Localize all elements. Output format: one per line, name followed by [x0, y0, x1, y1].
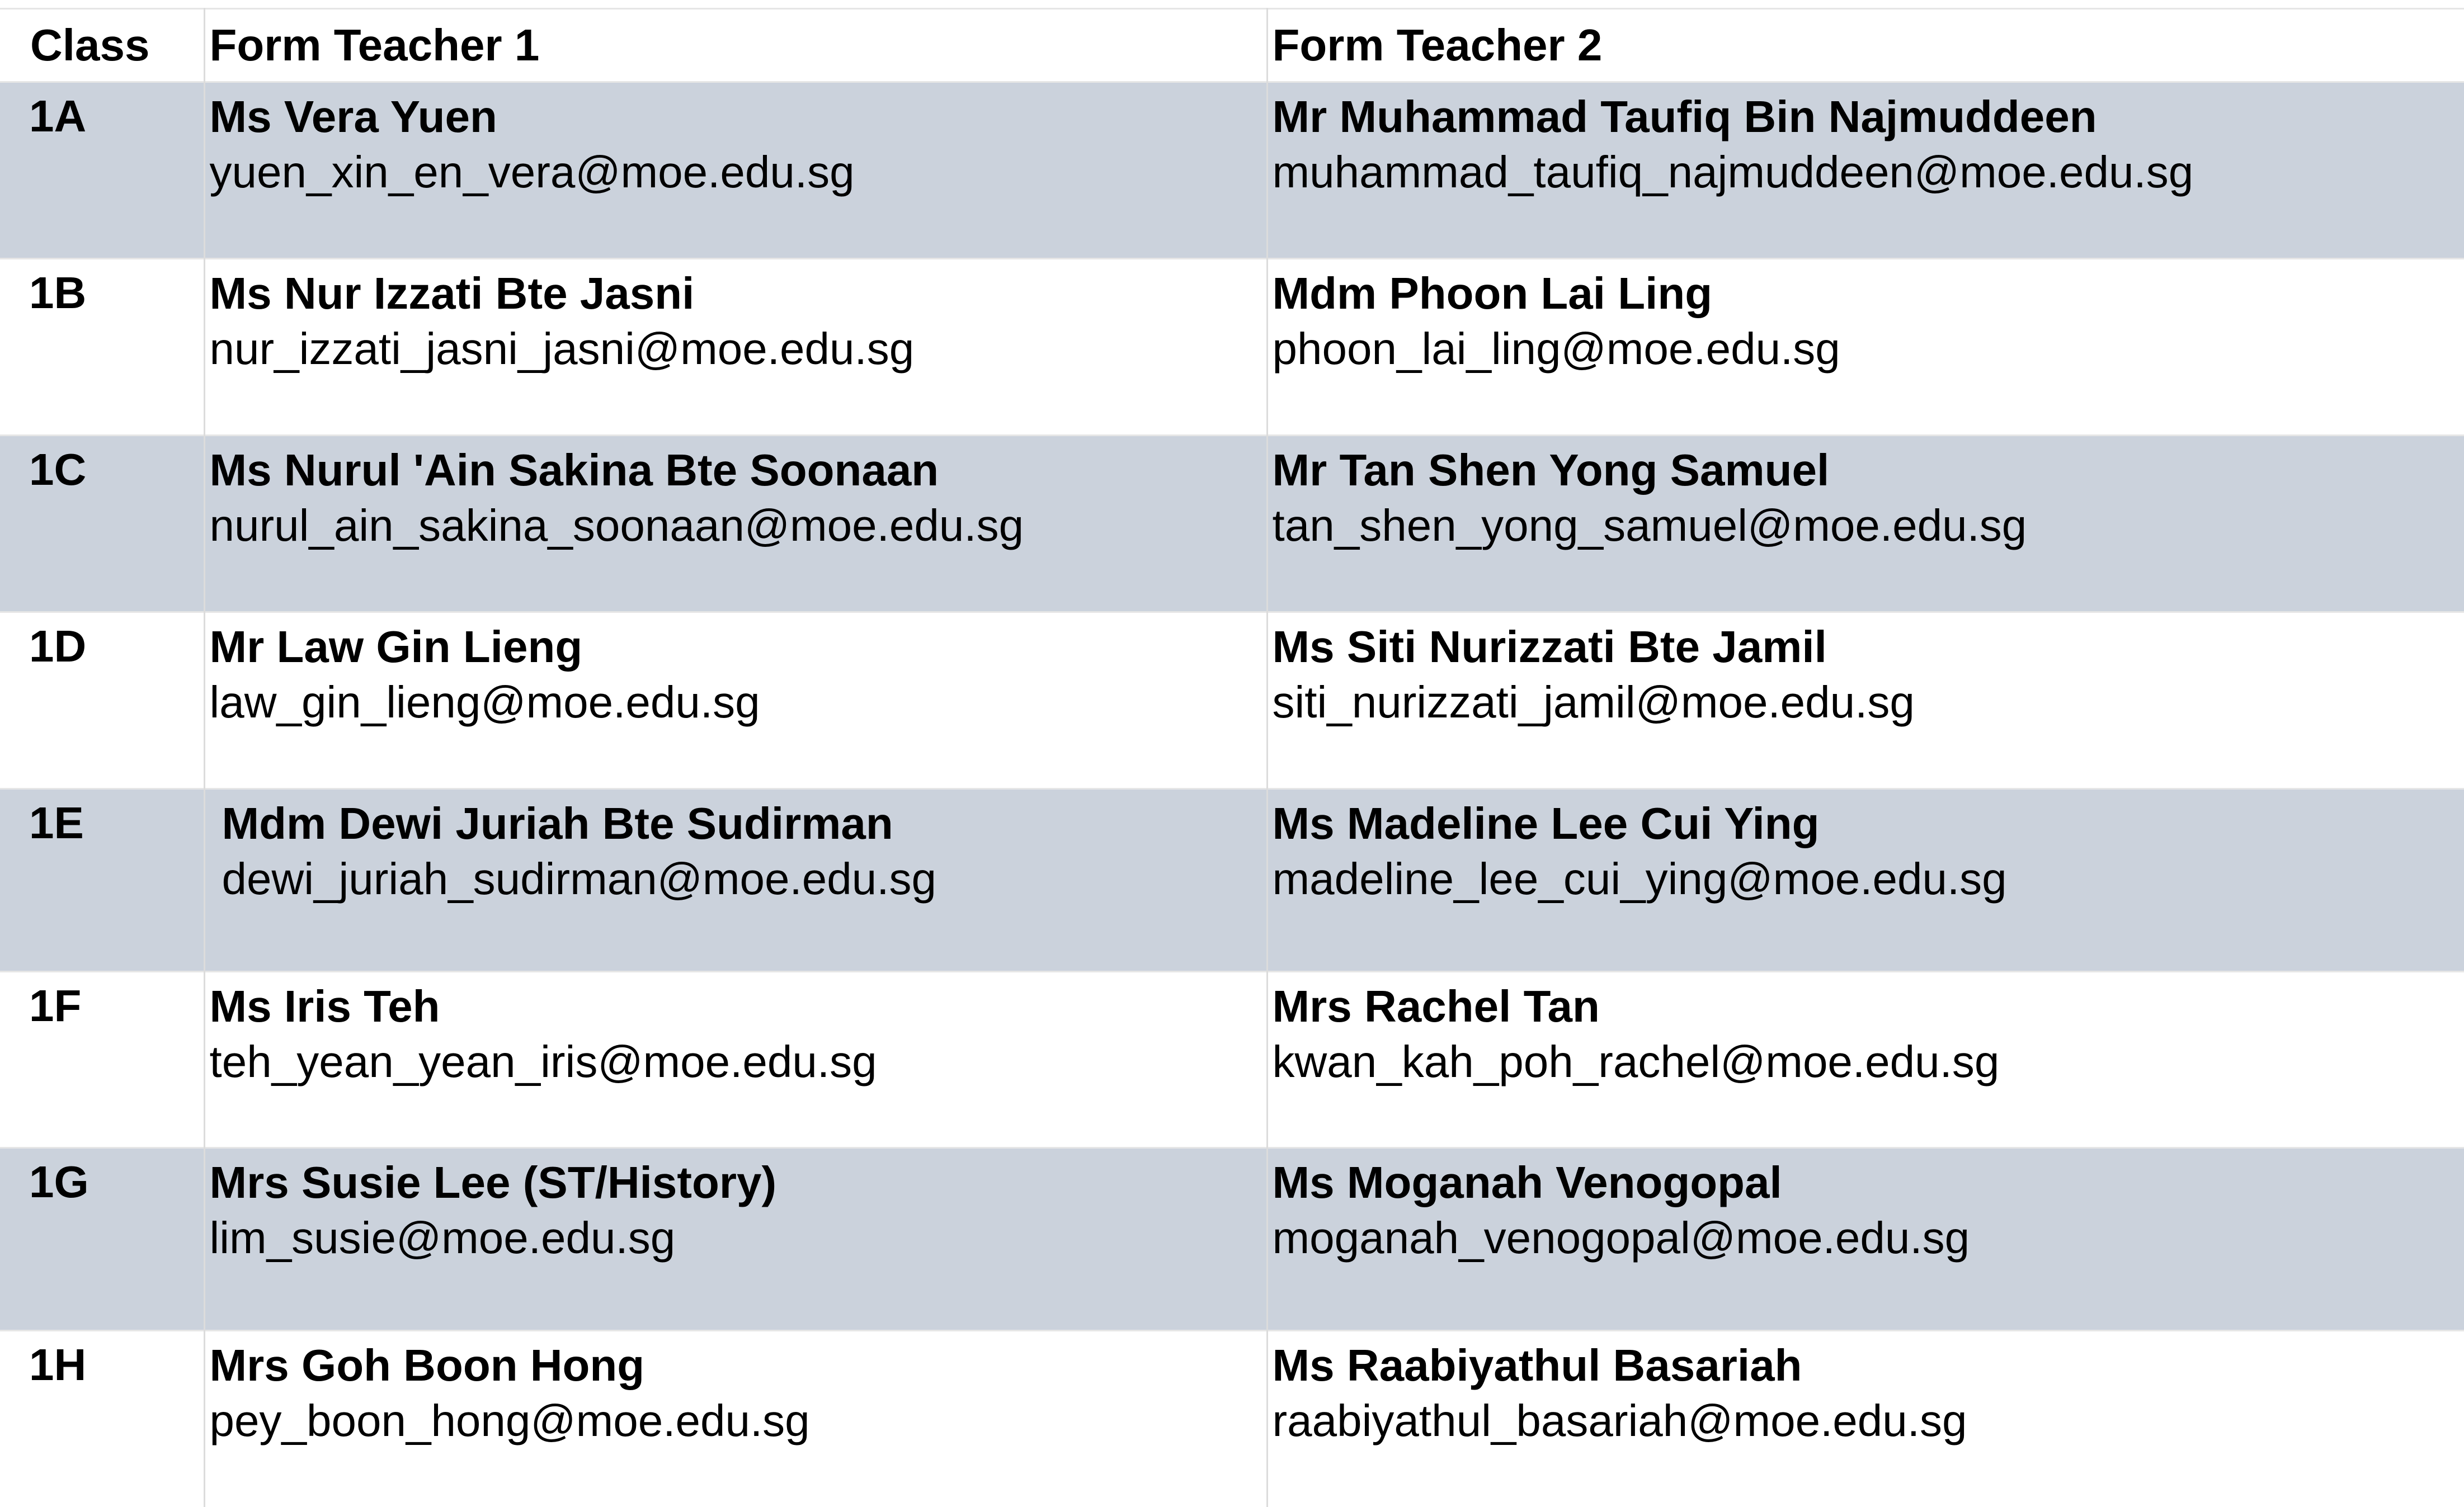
teacher-email: nur_izzati_jasni_jasni@moe.edu.sg — [210, 320, 1266, 378]
teacher-email: muhammad_taufiq_najmuddeen@moe.edu.sg — [1273, 143, 2464, 201]
header-form-teacher-2: Form Teacher 2 — [1267, 9, 2464, 82]
teacher-email: raabiyathul_basariah@moe.edu.sg — [1273, 1392, 2464, 1450]
table-row — [0, 82, 2464, 259]
form-teachers-table — [0, 8, 2464, 1507]
teacher-name: Mr Muhammad Taufiq Bin Najmuddeen — [1273, 91, 2464, 143]
teacher-2-cell — [1267, 972, 2464, 1148]
header-class: Class — [0, 9, 204, 82]
teacher-name: Mr Tan Shen Yong Samuel — [1273, 444, 2464, 497]
teacher-2-cell — [1267, 82, 2464, 259]
teacher-email: pey_boon_hong@moe.edu.sg — [210, 1392, 1266, 1450]
table-row — [0, 612, 2464, 789]
class-cell: 1E — [0, 789, 204, 972]
class-cell: 1F — [0, 972, 204, 1148]
teacher-name: Mdm Phoon Lai Ling — [1273, 267, 2464, 320]
teacher-name: Ms Vera Yuen — [210, 91, 1266, 143]
class-cell: 1H — [0, 1331, 204, 1507]
class-cell: 1B — [0, 259, 204, 436]
class-cell: 1D — [0, 612, 204, 789]
teacher-1-cell — [204, 789, 1267, 972]
table-row — [0, 1148, 2464, 1331]
teacher-name: Ms Nur Izzati Bte Jasni — [210, 267, 1266, 320]
teacher-email: dewi_juriah_sudirman@moe.edu.sg — [222, 850, 1266, 908]
class-cell: 1A — [0, 82, 204, 259]
teacher-1-cell — [204, 1331, 1267, 1507]
teacher-2-cell — [1267, 1331, 2464, 1507]
teacher-1-cell — [204, 259, 1267, 436]
teacher-name: Mdm Dewi Juriah Bte Sudirman — [222, 797, 1266, 850]
class-cell: 1G — [0, 1148, 204, 1331]
teacher-1-cell — [204, 972, 1267, 1148]
teacher-name: Ms Raabiyathul Basariah — [1273, 1339, 2464, 1392]
teacher-email: law_gin_lieng@moe.edu.sg — [210, 673, 1266, 731]
class-cell: 1C — [0, 436, 204, 612]
teacher-email: lim_susie@moe.edu.sg — [210, 1209, 1266, 1267]
teacher-1-cell — [204, 1148, 1267, 1331]
header-row — [0, 9, 2464, 82]
teacher-email: nurul_ain_sakina_soonaan@moe.edu.sg — [210, 497, 1266, 555]
teacher-email: tan_shen_yong_samuel@moe.edu.sg — [1273, 497, 2464, 555]
teacher-email: kwan_kah_poh_rachel@moe.edu.sg — [1273, 1033, 2464, 1091]
table-row — [0, 436, 2464, 612]
teacher-1-cell — [204, 82, 1267, 259]
table-header — [0, 9, 2464, 82]
teacher-email: yuen_xin_en_vera@moe.edu.sg — [210, 143, 1266, 201]
teacher-2-cell — [1267, 259, 2464, 436]
table-row — [0, 972, 2464, 1148]
table-row — [0, 259, 2464, 436]
teacher-1-cell — [204, 436, 1267, 612]
teacher-name: Ms Madeline Lee Cui Ying — [1273, 797, 2464, 850]
teacher-name: Mrs Rachel Tan — [1273, 980, 2464, 1033]
teacher-email: phoon_lai_ling@moe.edu.sg — [1273, 320, 2464, 378]
teacher-email: moganah_venogopal@moe.edu.sg — [1273, 1209, 2464, 1267]
teacher-2-cell — [1267, 789, 2464, 972]
teacher-name: Ms Siti Nurizzati Bte Jamil — [1273, 621, 2464, 673]
teacher-name: Mrs Goh Boon Hong — [210, 1339, 1266, 1392]
teacher-name: Ms Iris Teh — [210, 980, 1266, 1033]
teacher-email: teh_yean_yean_iris@moe.edu.sg — [210, 1033, 1266, 1091]
teacher-name: Ms Moganah Venogopal — [1273, 1156, 2464, 1209]
table-body — [0, 82, 2464, 1507]
teacher-name: Mr Law Gin Lieng — [210, 621, 1266, 673]
teacher-2-cell — [1267, 612, 2464, 789]
table-row — [0, 1331, 2464, 1507]
table-row — [0, 789, 2464, 972]
teacher-2-cell — [1267, 436, 2464, 612]
teacher-email: siti_nurizzati_jamil@moe.edu.sg — [1273, 673, 2464, 731]
header-form-teacher-1: Form Teacher 1 — [204, 9, 1267, 82]
teacher-name: Ms Nurul 'Ain Sakina Bte Soonaan — [210, 444, 1266, 497]
teacher-2-cell — [1267, 1148, 2464, 1331]
teacher-email: madeline_lee_cui_ying@moe.edu.sg — [1273, 850, 2464, 908]
teacher-1-cell — [204, 612, 1267, 789]
teacher-name: Mrs Susie Lee (ST/History) — [210, 1156, 1266, 1209]
